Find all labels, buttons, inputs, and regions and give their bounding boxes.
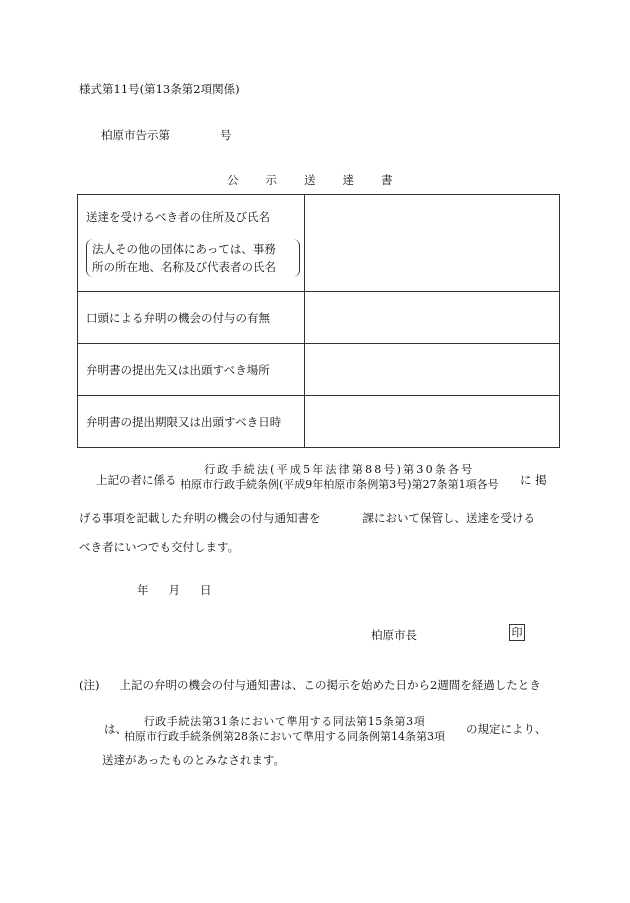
para1-prefix: 上記の者に係る bbox=[96, 473, 177, 487]
body-paragraph-line3: べき者にいつでも交付します。 bbox=[79, 540, 240, 554]
issuer-mayor: 柏原市長 bbox=[371, 628, 417, 642]
law-reference-line: 行政手続法第31条において準用する同法第15条第3項 bbox=[143, 715, 426, 728]
note-line2-prefix: は、 bbox=[104, 722, 127, 736]
note-law-reference-stack bbox=[124, 714, 445, 744]
table-row bbox=[78, 344, 560, 396]
value-cell-submission-place[interactable] bbox=[305, 344, 560, 396]
document-title bbox=[227, 172, 420, 188]
law-reference-stack bbox=[180, 462, 499, 492]
para1-suffix: に 掲 bbox=[520, 473, 547, 487]
form-number: 様式第11号(第13条第2項関係) bbox=[79, 82, 240, 96]
notice-suffix: 号 bbox=[220, 128, 232, 142]
law-reference-line: 行政手続法(平成5年法律第88号)第30条各号 bbox=[204, 463, 475, 476]
law-reference-line: 柏原市行政手続条例(平成9年柏原市条例第3号)第27条第1項各号 bbox=[180, 478, 499, 491]
bracketed-note bbox=[86, 239, 300, 277]
row-label-cell bbox=[78, 195, 305, 292]
line2-suffix: 課において保管し、送達を受ける bbox=[362, 511, 535, 525]
title-char: 送 bbox=[304, 173, 316, 187]
row-label: 口頭による弁明の機会の付与の有無 bbox=[78, 292, 305, 344]
value-cell-deadline[interactable] bbox=[305, 396, 560, 448]
note-line: 法人その他の団体にあっては、事務 bbox=[92, 242, 276, 256]
service-info-table bbox=[77, 194, 560, 448]
table-row bbox=[78, 396, 560, 448]
notice-prefix: 柏原市告示第 bbox=[101, 128, 170, 142]
value-cell-address-name[interactable] bbox=[305, 195, 560, 292]
note-label: (注) bbox=[79, 678, 100, 692]
line2-prefix: げる事項を記載した弁明の機会の付与通知書を bbox=[79, 511, 321, 525]
date-day: 日 bbox=[200, 583, 212, 597]
title-char: 達 bbox=[342, 173, 354, 187]
title-char: 書 bbox=[381, 173, 393, 187]
date-year: 年 bbox=[137, 583, 149, 597]
table-row bbox=[78, 195, 560, 292]
title-char: 示 bbox=[265, 173, 277, 187]
row-label: 弁明書の提出先又は出頭すべき場所 bbox=[78, 344, 305, 396]
note-line2-suffix: の規定により、 bbox=[466, 722, 547, 736]
date-month: 月 bbox=[168, 583, 180, 597]
law-reference-line: 柏原市行政手続条例第28条において準用する同条例第14条第3項 bbox=[124, 730, 445, 743]
body-paragraph-line2 bbox=[79, 510, 535, 526]
table-row bbox=[78, 292, 560, 344]
seal-stamp-box: 印 bbox=[509, 624, 525, 641]
note-line1 bbox=[79, 677, 541, 693]
row-label: 送達を受けるべき者の住所及び氏名 bbox=[86, 210, 270, 224]
note-line: 所の所在地、名称及び代表者の氏名 bbox=[92, 260, 276, 274]
note-line3: 送達があったものとみなされます。 bbox=[102, 753, 285, 767]
row-label: 弁明書の提出期限又は出頭すべき日時 bbox=[78, 396, 305, 448]
date-line bbox=[137, 582, 232, 598]
note-text: 上記の弁明の機会の付与通知書は、この掲示を始めた日から2週間を経過したとき bbox=[119, 678, 541, 692]
notice-number-line bbox=[101, 127, 232, 143]
title-char: 公 bbox=[227, 173, 239, 187]
value-cell-oral-hearing[interactable] bbox=[305, 292, 560, 344]
